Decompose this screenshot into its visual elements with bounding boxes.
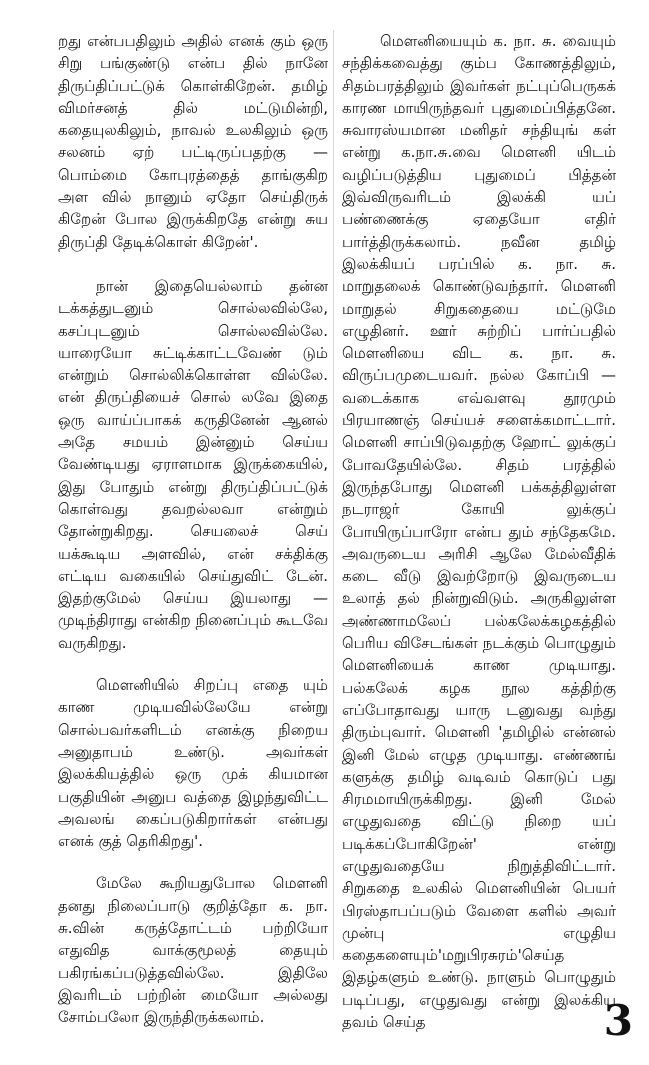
paragraph-gap xyxy=(58,852,328,872)
paragraph-mouni-appreciation: மௌனியில் சிறப்பு எதை யும் காண முடியவில்லேயே என்று சொல்பவர்களிடம் எனக்கு நிறைய அனுதாபம் உண்டு. அவர்கள் இலக்கியத்தில் ஒரு முக் கியமான பகுதியின் அனுப வத்தை இழந்துவிட்ட அவலங் கைப்படுகிறார்கள் என்பது எனக் குத் தெரிகிறது'. xyxy=(58,676,328,851)
paragraph-gap xyxy=(58,654,328,674)
page-number: 3 xyxy=(603,996,633,1045)
left-column xyxy=(58,30,328,1028)
paragraph-gap xyxy=(58,253,328,275)
paragraph-mouni-kanasu: மௌனியையும் க. நா. சு. வையும் சந்திக்கவைத்து கும்ப கோணத்திலும், சிதம்பரத்திலும் இவர்கள் நட்புப்பெருகக் காரண மாயிருந்தவர் புதுமைப்பித்தனே. சுவாரஸ்யமான மனிதர் சந்தியுங் கள் என்று க.நா.சு.வை மௌனி யிடம் வழிப்படுத்திய புதுமைப் பித்தன் இவ்விருவரிடம் இலக்கி யப் பண்ணைக்கு ஏதையோ எதிர் பார்த்திருக்கலாம். நவீன தமிழ் இலக்கியப் பரப்பில் க. நா. சு. மாறுதலைக் கொண்டுவந்தார். மௌனி மாறுதல் சிறுகதையை மட்டுமே எழுதினர். ஊர் சுற்றிப் பார்ப்பதில் மௌனியை விட க. நா. சு. விருப்பமுடையவர். நல்ல கோப்பி — வடைக்காக எவ்வளவு தூரமும் பிரயாணஞ் செய்யச் சளைக்கமாட்டார். மௌனி சாப்பிடுவதற்கு ஹோட் லுக்குப் போவதேயில்லே. சிதம் பரத்தில் இருந்தபோது மௌனி பக்கத்திலுள்ள நடராஜர் கோயி லுக்குப் போயிருப்பாரோ என்ப தும் சந்தேகமே. அவருடைய அரிசி ஆலே மேல்வீதிக் கடை வீடு இவற்றோடு இவருடைய உலாத் தல் நின்றுவிடும். அருகிலுள்ள அண்ணாமலேப் பல்கலேக்கழகத்தில் பெரிய விசேடங்கள் நடக்கும் பொழுதும் மௌனியைக் காண முடியாது. பல்கலேக் கழக நூல கத்திற்கு எப்போதாவது யாரு டனுவது வந்து திரும்புவார். மௌனி 'தமிழில் என்னல் இனி மேல் எழுத முடியாது. எண்ணங் களுக்கு தமிழ் வடிவம் கொடுப் பது சிரமமாயிருக்கிறது. இனி மேல் எழுதுவதை விட்டு நிறை யப் படிக்கப்போகிறேன்' என்று எழுதுவதையே நிறுத்திவிட்டார். சிறுகதை உலகில் மௌனியின் பெயர் பிரஸ்தாபப்படும் வேளை களில் அவர் முன்பு எழுதிய கதைகளையும்'மறுபிரசுரம்'செய்த இதழ்களும் உண்டு. நாளும் பொழுதும் படிப்பது, எழுதுவது என்று இலக்கிய தவம் செய்த xyxy=(342,32,616,1032)
paragraph-mouni-stance: மேலே கூறியதுபோல மௌனி தனது நிலைப்பாடு குறித்தோ க. நா. சு.வின் கருத்தோட்டம் பற்றியோ எதுவித வாக்குமூலத் தையும் பகிரங்கப்படுத்தவில்லே. இதிலே இவரிடம் பற்றின் மையோ அல்லது சோம்பலோ இருந்திருக்கலாம். xyxy=(58,874,328,1027)
paragraph-self-satisfaction: நான் இதையெல்லாம் தன்ன டக்கத்துடனும் சொல்லவில்லே, கசப்புடனும் சொல்லவில்லே. யாரையோ சுட்டிக்காட்டவேண் டும் என்றும் சொல்லிக்கொள்ள வில்லே. என் திருப்தியைச் சொல் லவே இதை ஒரு வாய்ப்பாகக் கருதினேன் ஆனல் அதே சமயம் இன்னும் செய்ய வேண்டியது ஏராளமாக இருக்கையில், இது போதும் என்று திருப்திப்பட்டுக் கொள்வது தவறல்லவா என்றும் தோன்றுகிறது. செயலைச் செய் யக்கூடிய அளவில், என் சக்திக்கு எட்டிய வகையில் செய்துவிட் டேன். இதற்குமேல் செய்ய இயலாது — முடிந்திராது என்கிற நினைப்பும் கூடவே வருகிறது. xyxy=(58,276,328,652)
right-column xyxy=(342,30,616,1033)
column-divider xyxy=(333,30,334,960)
paragraph-continuation: றது என்பபதிலும் அதில் எனக் கும் ஒரு சிறு பங்குண்டு என்ப தில் நானே திருப்திப்பட்டுக் கொள்கிறேன். தமிழ் விமர்சனத் தில் மட்டுமின்றி, கதையுலகிலும், நாவல் உலகிலும் ஒரு சலனம் ஏற் பட்டிருப்பதற்கு — பொம்மை கோபுரத்தைத் தாங்குகிற அள வில் நானும் ஏதோ செய்திருக் கிறேன் போல இருக்கிறதே என்று சுய திருப்தி தேடிக்கொள் கிறேன்'. xyxy=(58,32,328,251)
